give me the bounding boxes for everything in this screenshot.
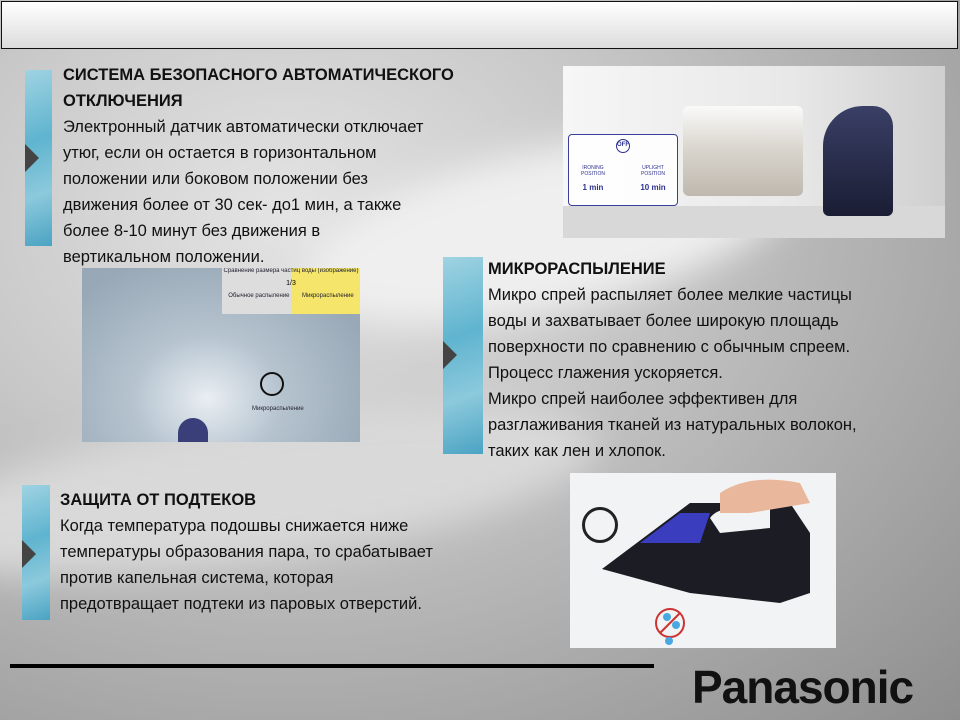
micro-spray-photo	[82, 268, 360, 442]
text-line: поверхности по сравнению с обычным спреем.	[488, 338, 851, 356]
section-auto-off	[63, 62, 503, 270]
text-line: Микро спрей наиболее эффективен для	[488, 390, 798, 408]
label: 10 min	[640, 183, 666, 192]
anti-drip-photo	[570, 473, 836, 648]
text-line: таких как лен и хлопок.	[488, 442, 666, 460]
auto-off-photo	[563, 66, 945, 238]
section-title: ЗАЩИТА ОТ ПОДТЕКОВ	[60, 491, 257, 509]
label: IRONING POSITION	[581, 165, 605, 177]
label: UPLIGHT POSITION	[641, 165, 665, 177]
section-title: МИКРОРАСПЫЛЕНИЕ	[488, 260, 666, 278]
text-line: Микро спрей распыляет более мелкие частицы	[488, 286, 852, 304]
label: 1 min	[582, 183, 604, 192]
text-line: движения более от 30 сек- до1 мин, а также	[63, 196, 402, 214]
divider-line	[10, 664, 654, 668]
text-line: утюг, если он остается в горизонтальном	[63, 144, 377, 162]
text-line: вертикальном положении.	[63, 248, 265, 266]
normal-spray-label: Обычное распыление	[228, 293, 290, 299]
ratio-label: 1/3	[286, 280, 296, 287]
text-line: температуры образования пара, то срабатывает	[60, 543, 433, 561]
text-line: Когда температура подошвы снижается ниже	[60, 517, 409, 535]
title-bar	[1, 1, 958, 49]
caption: Микрораспыление	[252, 406, 304, 412]
text-line: воды и захватывает более широкую площадь	[488, 312, 839, 330]
comparison-title: Сравнение размера частиц воды (изображение)	[223, 268, 359, 274]
iron-illustration	[570, 473, 836, 648]
text-line: положении или боковом положении без	[63, 170, 368, 188]
text-line: Электронный датчик автоматически отключает	[63, 118, 424, 136]
text-line: более 8-10 минут без движения в	[63, 222, 321, 240]
micro-spray-label: Микрораспыление	[302, 293, 354, 299]
decorative-strip	[25, 70, 52, 246]
shirts-stack	[683, 106, 803, 196]
particle-comparison	[222, 268, 360, 314]
auto-off-diagram	[568, 134, 678, 206]
off-icon: OFF	[616, 139, 630, 153]
iron-tip	[178, 418, 208, 442]
section-title: СИСТЕМА БЕЗОПАСНОГО АВТОМАТИЧЕСКОГО ОТКЛЮЧЕНИЯ	[63, 66, 454, 110]
micro-spray-icon	[260, 372, 284, 396]
text-line: Процесс глажения ускоряется.	[488, 364, 723, 382]
text-line: против капельная система, которая	[60, 569, 334, 587]
decorative-strip	[22, 485, 50, 620]
section-anti-drip	[60, 487, 530, 617]
text-line: разглаживания тканей из натуральных волокон,	[488, 416, 857, 434]
panasonic-logo: Panasonic	[692, 661, 914, 713]
text-line: предотвращает подтеки из паровых отверстий.	[60, 595, 422, 613]
decorative-strip	[443, 257, 483, 454]
section-micro-spray	[488, 256, 948, 464]
iron-upright	[823, 106, 893, 216]
